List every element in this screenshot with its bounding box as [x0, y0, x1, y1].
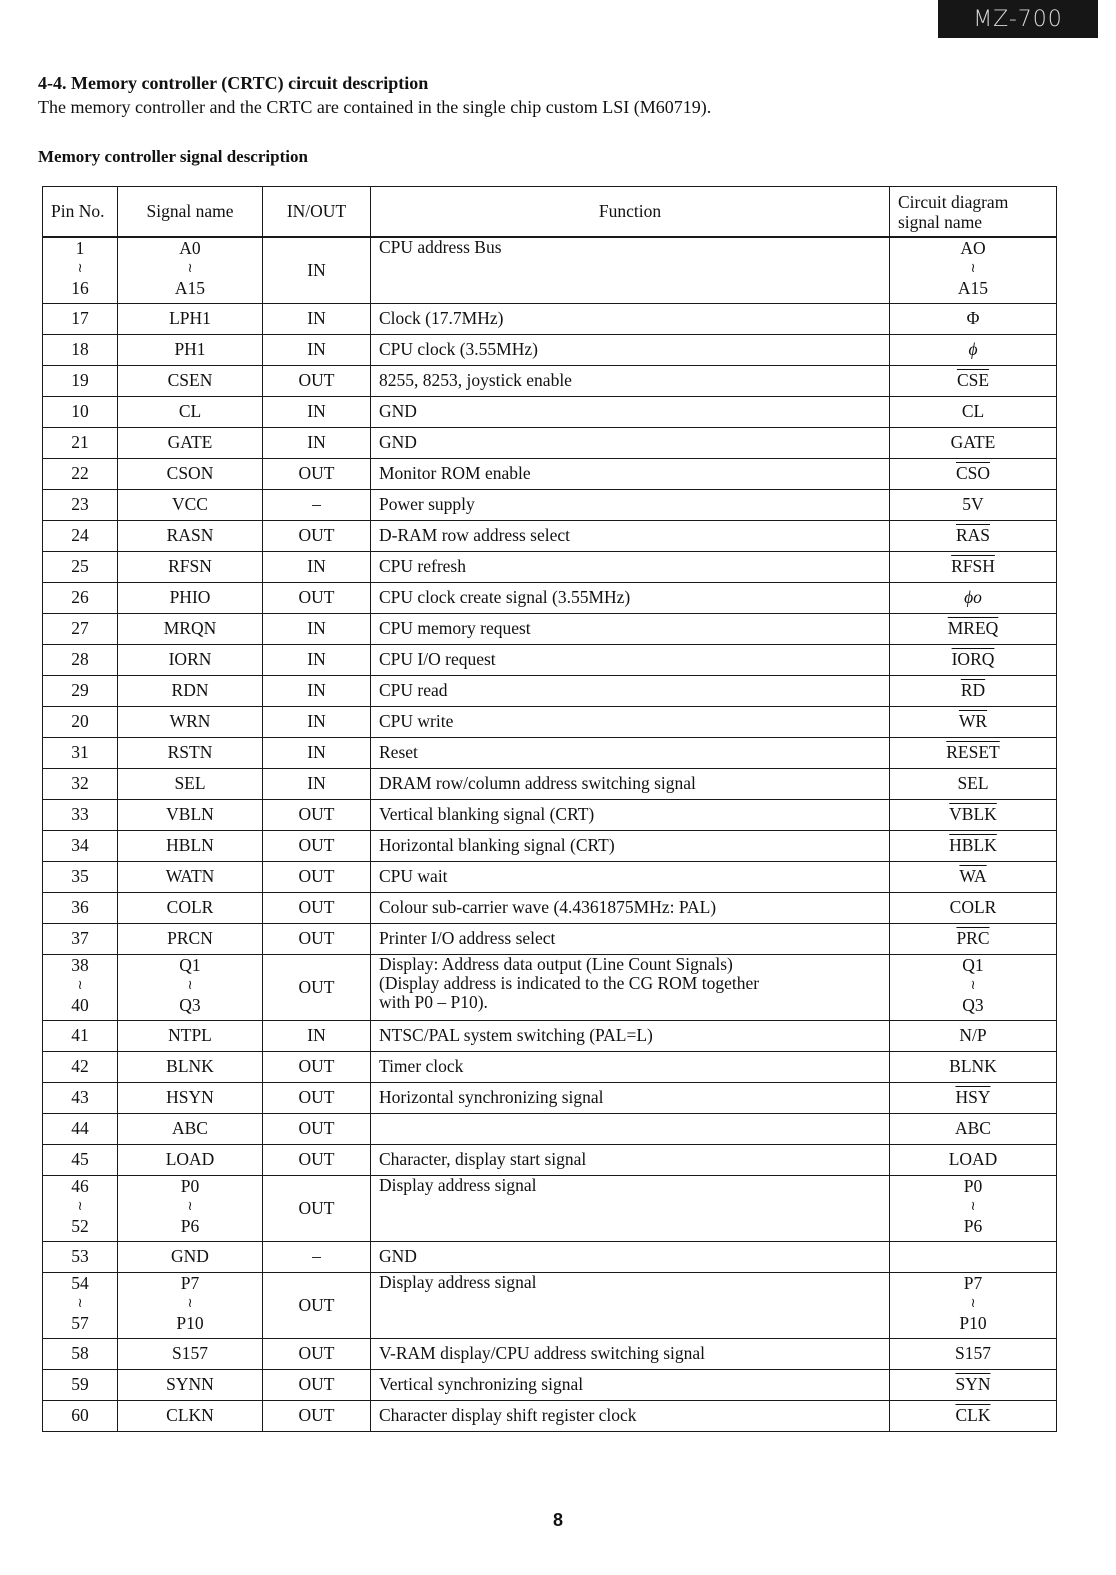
signal-cell: WRN: [118, 706, 263, 737]
table-row: [43, 458, 1057, 489]
circuit-signal: HBLK: [949, 835, 997, 855]
pin-to: 16: [71, 278, 89, 298]
signal-cell: LPH1: [118, 303, 263, 334]
inout-cell: IN: [263, 1020, 371, 1051]
pin-from: 1: [75, 238, 85, 258]
page-number: 8: [552, 1510, 563, 1530]
signal-from: Q1: [179, 954, 201, 975]
circuit-cell: LOAD: [890, 1144, 1057, 1175]
inout-cell: OUT: [263, 1051, 371, 1082]
pin-cell: 29: [43, 675, 118, 706]
signal-cell: CLKN: [118, 1400, 263, 1431]
signal-cell: NTPL: [118, 1020, 263, 1051]
circuit-cell: [890, 458, 1057, 489]
function-cell: CPU I/O request: [371, 644, 890, 675]
circuit-from: P0: [963, 1175, 983, 1196]
pin-cell: 58: [43, 1338, 118, 1369]
function-cell: CPU clock (3.55MHz): [371, 334, 890, 365]
circuit-cell: [890, 613, 1057, 644]
circuit-cell: Φ: [890, 303, 1057, 334]
table-row: [43, 861, 1057, 892]
signal-to: P6: [180, 1215, 200, 1236]
table-row: [43, 1175, 1057, 1241]
function-cell: Timer clock: [371, 1051, 890, 1082]
pin-from: 54: [71, 1272, 89, 1293]
signal-to: A15: [174, 278, 206, 298]
inout-cell: IN: [263, 303, 371, 334]
signal-cell: VBLN: [118, 799, 263, 830]
inout-cell: OUT: [263, 1144, 371, 1175]
signal-cell: HSYN: [118, 1082, 263, 1113]
signal-cell: GATE: [118, 427, 263, 458]
function-cell: Power supply: [371, 489, 890, 520]
signal-cell: VCC: [118, 489, 263, 520]
table-row: [43, 954, 1057, 1020]
circuit-from: P7: [963, 1272, 983, 1293]
function-line: with P0 – P10).: [379, 991, 488, 1012]
function-cell: Clock (17.7MHz): [371, 303, 890, 334]
circuit-signal: $\overline{SYN}$: [955, 1374, 991, 1394]
function-cell: Character display shift register clock: [371, 1400, 890, 1431]
section-title: 4-4. Memory controller (CRTC) circuit description: [38, 73, 429, 93]
circuit-cell: [890, 799, 1057, 830]
range-tilde-icon: ≀: [187, 976, 193, 992]
pin-cell: 21: [43, 427, 118, 458]
function-cell: [371, 954, 890, 1020]
range-tilde-icon: ≀: [970, 1294, 976, 1310]
circuit-cell: [890, 365, 1057, 396]
circuit-cell: [890, 1272, 1057, 1338]
circuit-signal: $\overline{RAS}$: [955, 525, 991, 545]
table-row: [43, 737, 1057, 768]
circuit-signal: VBLK: [949, 804, 997, 824]
inout-cell: OUT: [263, 954, 371, 1020]
circuit-signal: MREQ: [947, 618, 999, 638]
function-cell: DRAM row/column address switching signal: [371, 768, 890, 799]
circuit-cell: ϕo: [890, 582, 1057, 613]
signal-cell: RDN: [118, 675, 263, 706]
circuit-to: A15: [957, 278, 989, 298]
function-cell: Printer I/O address select: [371, 923, 890, 954]
circuit-cell: SEL: [890, 768, 1057, 799]
pin-cell: 41: [43, 1020, 118, 1051]
pin-cell: 32: [43, 768, 118, 799]
inout-cell: OUT: [263, 520, 371, 551]
signal-cell: MRQN: [118, 613, 263, 644]
signal-cell: BLNK: [118, 1051, 263, 1082]
function-cell: NTSC/PAL system switching (PAL=L): [371, 1020, 890, 1051]
model-badge: MZ-700: [938, 0, 1098, 38]
inout-cell: IN: [263, 551, 371, 582]
pin-cell: 45: [43, 1144, 118, 1175]
table-row: [43, 489, 1057, 520]
signal-cell: S157: [118, 1338, 263, 1369]
pin-cell: 22: [43, 458, 118, 489]
circuit-cell: [890, 551, 1057, 582]
signal-cell: WATN: [118, 861, 263, 892]
inout-cell: OUT: [263, 458, 371, 489]
pin-cell: 53: [43, 1241, 118, 1272]
table-row: [43, 334, 1057, 365]
signal-cell: RSTN: [118, 737, 263, 768]
circuit-cell: COLR: [890, 892, 1057, 923]
inout-cell: IN: [263, 237, 371, 303]
signal-cell: ABC: [118, 1113, 263, 1144]
signal-cell: CL: [118, 396, 263, 427]
pin-cell: 20: [43, 706, 118, 737]
pin-cell: 25: [43, 551, 118, 582]
pin-cell: 18: [43, 334, 118, 365]
range-tilde-icon: ≀: [77, 1197, 83, 1213]
signal-cell: RASN: [118, 520, 263, 551]
inout-cell: IN: [263, 675, 371, 706]
pin-cell: 19: [43, 365, 118, 396]
pin-cell: 60: [43, 1400, 118, 1431]
function-cell: CPU clock create signal (3.55MHz): [371, 582, 890, 613]
range-tilde-icon: ≀: [77, 1294, 83, 1310]
table-row: [43, 613, 1057, 644]
pin-cell: 35: [43, 861, 118, 892]
circuit-cell: [890, 675, 1057, 706]
table-row: [43, 396, 1057, 427]
circuit-from: AO: [960, 238, 986, 258]
pin-cell: 31: [43, 737, 118, 768]
function-cell: CPU memory request: [371, 613, 890, 644]
signal-cell: SYNN: [118, 1369, 263, 1400]
table-row: [43, 675, 1057, 706]
table-row: [43, 1051, 1057, 1082]
range-tilde-icon: ≀: [187, 1294, 193, 1310]
function-cell: CPU wait: [371, 861, 890, 892]
circuit-cell: [890, 1400, 1057, 1431]
table-row: [43, 644, 1057, 675]
pin-cell: 23: [43, 489, 118, 520]
header-circuit: Circuit diagram signal name: [890, 187, 1057, 238]
function-cell: Display address signal: [371, 1272, 890, 1338]
inout-cell: OUT: [263, 1113, 371, 1144]
pin-cell: 28: [43, 644, 118, 675]
range-tilde-icon: ≀: [970, 1197, 976, 1213]
circuit-cell: [890, 520, 1057, 551]
signal-table: [42, 186, 1057, 1432]
table-row: [43, 799, 1057, 830]
pin-to: 52: [71, 1215, 89, 1236]
inout-cell: IN: [263, 613, 371, 644]
circuit-to: P6: [963, 1215, 983, 1236]
signal-cell: PHIO: [118, 582, 263, 613]
inout-cell: –: [263, 1241, 371, 1272]
table-row: [43, 1113, 1057, 1144]
table-row: [43, 892, 1057, 923]
pin-cell: 26: [43, 582, 118, 613]
pin-cell: 24: [43, 520, 118, 551]
pin-cell: [43, 1175, 118, 1241]
signal-from: P0: [180, 1175, 200, 1196]
function-cell: Vertical synchronizing signal: [371, 1369, 890, 1400]
pin-cell: [43, 954, 118, 1020]
circuit-signal: $\overline{WR}$: [958, 711, 988, 731]
circuit-cell: [890, 237, 1057, 303]
circuit-cell: [890, 644, 1057, 675]
pin-cell: 44: [43, 1113, 118, 1144]
range-tilde-icon: ≀: [187, 1197, 193, 1213]
pin-to: 57: [71, 1312, 89, 1333]
pin-cell: 17: [43, 303, 118, 334]
inout-cell: OUT: [263, 830, 371, 861]
function-cell: Reset: [371, 737, 890, 768]
signal-cell: RFSN: [118, 551, 263, 582]
circuit-cell: [890, 706, 1057, 737]
table-row: [43, 1020, 1057, 1051]
signal-cell: GND: [118, 1241, 263, 1272]
signal-cell: PH1: [118, 334, 263, 365]
pin-cell: [43, 237, 118, 303]
pin-cell: 36: [43, 892, 118, 923]
table-row: [43, 768, 1057, 799]
range-tilde-icon: ≀: [970, 260, 976, 275]
function-cell: CPU write: [371, 706, 890, 737]
function-cell: Monitor ROM enable: [371, 458, 890, 489]
function-cell: CPU address Bus: [371, 237, 890, 303]
table-row: [43, 1272, 1057, 1338]
circuit-cell: GATE: [890, 427, 1057, 458]
table-row: [43, 520, 1057, 551]
table-row: [43, 551, 1057, 582]
section-intro: The memory controller and the CRTC are contained in the single chip custom LSI (M60719).: [38, 97, 712, 117]
table-row: [43, 1369, 1057, 1400]
table-row: [43, 1338, 1057, 1369]
inout-cell: OUT: [263, 1272, 371, 1338]
pin-from: 38: [71, 954, 89, 975]
signal-to: P10: [176, 1312, 204, 1333]
circuit-cell: [890, 923, 1057, 954]
pin-to: 40: [71, 994, 89, 1015]
header-signal: Signal name: [118, 187, 263, 238]
function-cell: Horizontal synchronizing signal: [371, 1082, 890, 1113]
table-row: [43, 1241, 1057, 1272]
circuit-cell: [890, 954, 1057, 1020]
function-cell: GND: [371, 427, 890, 458]
table-header-row: [43, 187, 1057, 238]
pin-cell: 27: [43, 613, 118, 644]
range-tilde-icon: ≀: [187, 260, 193, 275]
signal-to: Q3: [179, 994, 201, 1015]
table-row: [43, 923, 1057, 954]
circuit-signal: $\overline{PRC}$: [956, 928, 990, 948]
header-function: Function: [371, 187, 890, 238]
inout-cell: OUT: [263, 923, 371, 954]
signal-cell: HBLN: [118, 830, 263, 861]
function-cell: CPU refresh: [371, 551, 890, 582]
table-title: Memory controller signal description: [38, 147, 308, 166]
range-tilde-icon: ≀: [77, 260, 83, 275]
circuit-cell: BLNK: [890, 1051, 1057, 1082]
circuit-signal: IORQ: [951, 649, 995, 669]
function-cell: Display address signal: [371, 1175, 890, 1241]
function-cell: CPU read: [371, 675, 890, 706]
function-cell: GND: [371, 396, 890, 427]
table-row: [43, 365, 1057, 396]
function-cell: D-RAM row address select: [371, 520, 890, 551]
pin-cell: 34: [43, 830, 118, 861]
inout-cell: OUT: [263, 1369, 371, 1400]
table-row: [43, 303, 1057, 334]
inout-cell: IN: [263, 427, 371, 458]
circuit-signal: $\overline{CSE}$: [956, 370, 990, 390]
pin-cell: 59: [43, 1369, 118, 1400]
signal-from: P7: [180, 1272, 200, 1293]
circuit-signal: RESET: [946, 742, 1000, 762]
inout-cell: OUT: [263, 1400, 371, 1431]
circuit-signal: $\overline{CSO}$: [955, 463, 991, 483]
table-row: [43, 427, 1057, 458]
function-cell: Vertical blanking signal (CRT): [371, 799, 890, 830]
inout-cell: OUT: [263, 861, 371, 892]
circuit-cell: S157: [890, 1338, 1057, 1369]
circuit-signal: RFSH: [951, 556, 995, 576]
signal-cell: [118, 1175, 263, 1241]
circuit-signal: $\overline{WA}$: [959, 866, 987, 886]
circuit-cell: [890, 861, 1057, 892]
table-row: [43, 237, 1057, 303]
pin-cell: [43, 1272, 118, 1338]
signal-cell: [118, 237, 263, 303]
circuit-to: P10: [959, 1312, 987, 1333]
inout-cell: OUT: [263, 1338, 371, 1369]
table-row: [43, 1144, 1057, 1175]
signal-cell: [118, 1272, 263, 1338]
circuit-cell: 5V: [890, 489, 1057, 520]
circuit-cell: ABC: [890, 1113, 1057, 1144]
circuit-signal: $\overline{RD}$: [960, 680, 986, 700]
signal-cell: SEL: [118, 768, 263, 799]
function-line: (Display address is indicated to the CG ROM together: [379, 972, 760, 993]
inout-cell: IN: [263, 706, 371, 737]
signal-cell: CSON: [118, 458, 263, 489]
pin-cell: 10: [43, 396, 118, 427]
signal-cell: [118, 954, 263, 1020]
circuit-cell: CL: [890, 396, 1057, 427]
inout-cell: IN: [263, 737, 371, 768]
table-row: [43, 1400, 1057, 1431]
function-cell: [371, 1113, 890, 1144]
inout-cell: OUT: [263, 892, 371, 923]
function-line: Display: Address data output (Line Count Signals): [379, 953, 733, 974]
header-pin: Pin No.: [43, 187, 118, 238]
signal-cell: CSEN: [118, 365, 263, 396]
signal-cell: IORN: [118, 644, 263, 675]
inout-cell: OUT: [263, 582, 371, 613]
range-tilde-icon: ≀: [970, 976, 976, 992]
circuit-cell: N/P: [890, 1020, 1057, 1051]
header-inout: IN/OUT: [263, 187, 371, 238]
table-row: [43, 582, 1057, 613]
circuit-signal: $\overline{HSY}$: [955, 1087, 991, 1107]
circuit-cell: [890, 1369, 1057, 1400]
signal-from: A0: [179, 238, 201, 258]
pin-from: 46: [71, 1175, 89, 1196]
pin-cell: 33: [43, 799, 118, 830]
function-cell: V-RAM display/CPU address switching signal: [371, 1338, 890, 1369]
circuit-to: Q3: [962, 994, 984, 1015]
function-cell: GND: [371, 1241, 890, 1272]
pin-cell: 43: [43, 1082, 118, 1113]
circuit-cell: [890, 1175, 1057, 1241]
range-tilde-icon: ≀: [77, 976, 83, 992]
table-row: [43, 830, 1057, 861]
table-row: [43, 1082, 1057, 1113]
circuit-cell: [890, 1241, 1057, 1272]
table-row: [43, 706, 1057, 737]
inout-cell: IN: [263, 644, 371, 675]
inout-cell: OUT: [263, 1082, 371, 1113]
function-cell: 8255, 8253, joystick enable: [371, 365, 890, 396]
inout-cell: IN: [263, 334, 371, 365]
pin-cell: 42: [43, 1051, 118, 1082]
inout-cell: –: [263, 489, 371, 520]
function-cell: Horizontal blanking signal (CRT): [371, 830, 890, 861]
circuit-cell: ϕ: [890, 334, 1057, 365]
signal-cell: PRCN: [118, 923, 263, 954]
circuit-cell: [890, 830, 1057, 861]
function-cell: Colour sub-carrier wave (4.4361875MHz: PAL): [371, 892, 890, 923]
circuit-cell: [890, 737, 1057, 768]
circuit-signal: $\overline{CLK}$: [955, 1405, 991, 1425]
inout-cell: OUT: [263, 365, 371, 396]
inout-cell: IN: [263, 768, 371, 799]
circuit-cell: [890, 1082, 1057, 1113]
signal-cell: COLR: [118, 892, 263, 923]
signal-cell: LOAD: [118, 1144, 263, 1175]
inout-cell: OUT: [263, 1175, 371, 1241]
pin-cell: 37: [43, 923, 118, 954]
inout-cell: OUT: [263, 799, 371, 830]
function-cell: Character, display start signal: [371, 1144, 890, 1175]
inout-cell: IN: [263, 396, 371, 427]
circuit-from: Q1: [962, 954, 984, 975]
